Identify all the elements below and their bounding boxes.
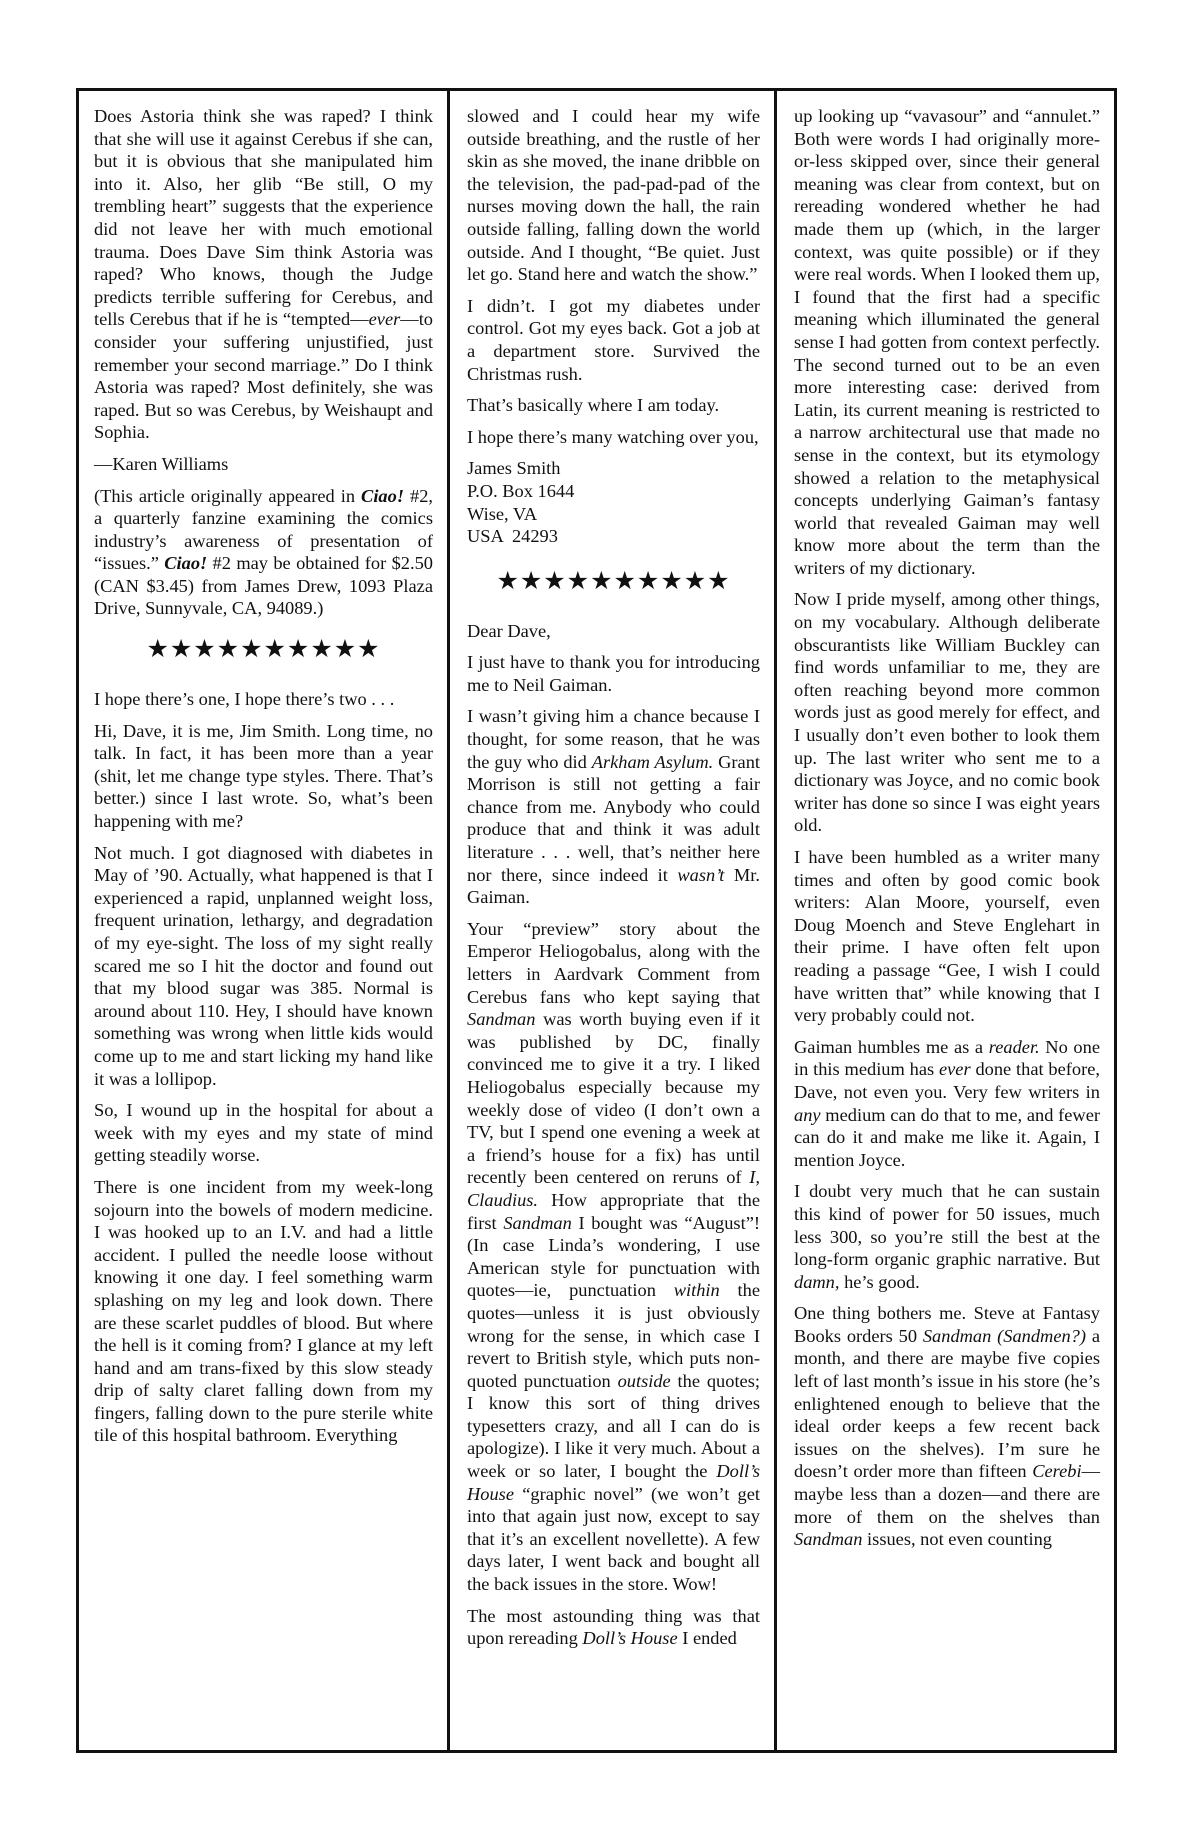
- paragraph-closing: I hope there’s many watching over you,: [467, 426, 759, 447]
- paragraph: The most astounding thing was that upon rereading Doll’s House I ended: [467, 1605, 760, 1649]
- paragraph-letter-intro: I hope there’s one, I hope there’s two . . .: [94, 689, 395, 710]
- sender-address: [467, 457, 760, 547]
- address-line: James Smith: [467, 458, 561, 479]
- column-1: [79, 91, 447, 1750]
- signature: —Karen Williams: [94, 453, 229, 474]
- paragraph: That’s basically where I am today.: [467, 395, 720, 416]
- column-2: [447, 91, 774, 1750]
- paragraph: Gaiman humbles me as a reader. No one in this medium has ever done that before, Dave, not even you. Very few writers in any medium can do that to me, and fewer can do it and make me like it. Again, I mention Joyce.: [794, 1036, 1100, 1170]
- paragraph: I have been humbled as a writer many times and often by good comic book writers: Alan Moore, yourself, even Doug Moench and Steve Englehart in their prime. I have often felt upon reading a passage “Gee, I wish I could have written that” while knowing that I very probably could not.: [794, 847, 1100, 1026]
- paragraph: There is one incident from my week-long sojourn into the bowels of modern medicine. I was hooked up to an I.V. and had a little accident. I pulled the needle loose without knowing it one day. I feel something warm splashing on my leg and look down. There are these scarlet puddles of blood. But where the hell is it coming from? I glance at my left hand and am trans-fixed by this slow steady drip of salty claret falling down from my fingers, falling down to the pure sterile white tile of this hospital bathroom. Everything: [94, 1176, 433, 1446]
- address-line: Wise, VA: [467, 503, 538, 524]
- paragraph: I wasn’t giving him a chance because I thought, for some reason, that he was the guy who did Arkham Asylum. Grant Morrison is still not getting a fair chance from me. Anybody who could produce that and think it was adult literature . . . well, that’s neither here nor there, since indeed it wasn’t Mr. Gaiman.: [467, 706, 760, 908]
- paragraph: Now I pride myself, among other things, on my vocabulary. Although deliberate obscurantists like William Buckley can find words unfamiliar to me, they are often reaching beyond more common words just as good merely for effect, and I usually don’t even bother to look them up. The last writer who sent me to a dictionary was Joyce, and no comic book writer has done so since I was eight years old.: [794, 589, 1100, 836]
- paragraph: I doubt very much that he can sustain this kind of power for 50 issues, much less 300, so you’re still the best at the long-form organic graphic narrative. But damn, he’s good.: [794, 1181, 1100, 1292]
- paragraph: Your “preview” story about the Emperor Heliogobalus, along with the letters in Aardvark Comment from Cerebus fans who kept saying that Sandman was worth buying even if it was published by DC, finally convinced me to give it a try. I liked Heliogobalus especially because my weekly dose of video (I don’t own a TV, but I spend one evening a week at a friend’s house for a fix) has until recently been centered on reruns of I, Claudius. How appropriate that the first Sandman I bought was “August”! (In case Linda’s wondering, I use American style for punctuation with quotes—ie, punctuation within the quotes—unless it is just obviously wrong for the sense, in which case I revert to British style, which puts non-quoted punctuation outside the quotes; I know this sort of thing drives typesetters crazy, and all I can do is apologize). I like it very much. About a week or so later, I bought the Doll’s House “graphic novel” (we won’t get into that again just now, except to say that it’s an excellent novellette). A few days later, I went back and bought all the back issues in the store. Wow!: [467, 918, 760, 1595]
- paragraph: One thing bothers me. Steve at Fantasy Books orders 50 Sandman (Sandmen?) a month, and there are maybe five copies left of last month’s issue in his store (he’s enlightened enough to believe that the ideal order keeps a few recent back issues on the shelves). I’m sure he doesn’t order more than fifteen Cerebi—maybe less than a dozen—and there are more of them on the shelves than Sandman issues, not even counting: [794, 1303, 1101, 1550]
- address-line: P.O. Box 1644: [467, 480, 575, 501]
- address-line: USA 24293: [467, 526, 558, 547]
- paragraph: So, I wound up in the hospital for about a week with my eyes and my state of mind getting steadily worse.: [94, 1100, 433, 1166]
- paragraph: slowed and I could hear my wife outside breathing, and the rustle of her skin as she moved, the inane dribble on the television, the pad-pad-pad of the nurses moving down the hall, the rain outside falling, falling down the world outside. And I thought, “Be quiet. Just let go. Stand here and watch the show.”: [467, 106, 760, 285]
- paragraph: up looking up “vavasour” and “annulet.” Both were words I had originally more-or-less skipped over, since their general meaning was clear from context, but on rereading wondered whether he had made them up (which, in the larger context, was quite possible) or if they were real words. When I looked them up, I found that the first had a specific meaning which illuminated the general sense I had gotten from context perfectly. The second turned out to be an even more interesting case: derived from Latin, its current meaning is restricted to a narrow architectural use that made no sense in the context, but its etymology showed a relation to the metaphysical concepts underlying Gaiman’s fantasy world that revealed Gaiman may well know more about the term than the writers of my dictionary.: [794, 106, 1101, 578]
- paragraph-article-note: (This article originally appeared in Ciao! #2, a quarterly fanzine examining the comics industry’s awareness of presentation of “issues.” Ciao! #2 may be obtained for $2.50 (CAN $3.45) from James Drew, 1093 Plaza Drive, Sunnyvale, CA, 94089.): [94, 485, 433, 619]
- paragraph: I didn’t. I got my diabetes under control. Got my eyes back. Got a job at a department store. Survived the Christmas rush.: [467, 295, 760, 384]
- star-separator-icon: ★★★★★★★★★★: [146, 634, 381, 664]
- paragraph: I just have to thank you for introducing me to Neil Gaiman.: [467, 652, 760, 695]
- paragraph: Hi, Dave, it is me, Jim Smith. Long time, no talk. In fact, it has been more than a year (shit, let me change type styles. There. That’s better.) since I last wrote. So, what’s been happening with me?: [94, 720, 433, 832]
- star-separator-icon: ★★★★★★★★★★: [496, 565, 731, 595]
- paragraph: Does Astoria think she was raped? I think that she will use it against Cerebus if she can, but it is obvious that she manipulated him into it. Also, her glib “Be still, O my trembling heart” suggests that the experience did not leave her with much emotional trauma. Does Dave Sim think Astoria was raped? Who knows, though the Judge predicts terrible suffering for Cerebus, and tells Cerebus that if he is “tempted—ever—to consider your suffering unjustified, just remember your second marriage.” Do I think Astoria was raped? Most definitely, she was raped. But so was Cerebus, by Weishaupt and Sophia.: [94, 106, 433, 443]
- letters-page-frame: [76, 88, 1117, 1753]
- paragraph: Not much. I got diagnosed with diabetes in May of ’90. Actually, what happened is that I experienced a rapid, unplanned weight loss, frequent urination, lethargy, and degradation of my eye-sight. The loss of my sight really scared me so I hit the doctor and found out that my blood sugar was 385. Normal is around about 110. Hey, I should have known something was wrong when little kids would come up to me and start licking my hand like it was a lollipop.: [94, 842, 433, 1089]
- salutation: Dear Dave,: [467, 620, 551, 641]
- column-3: [774, 91, 1114, 1750]
